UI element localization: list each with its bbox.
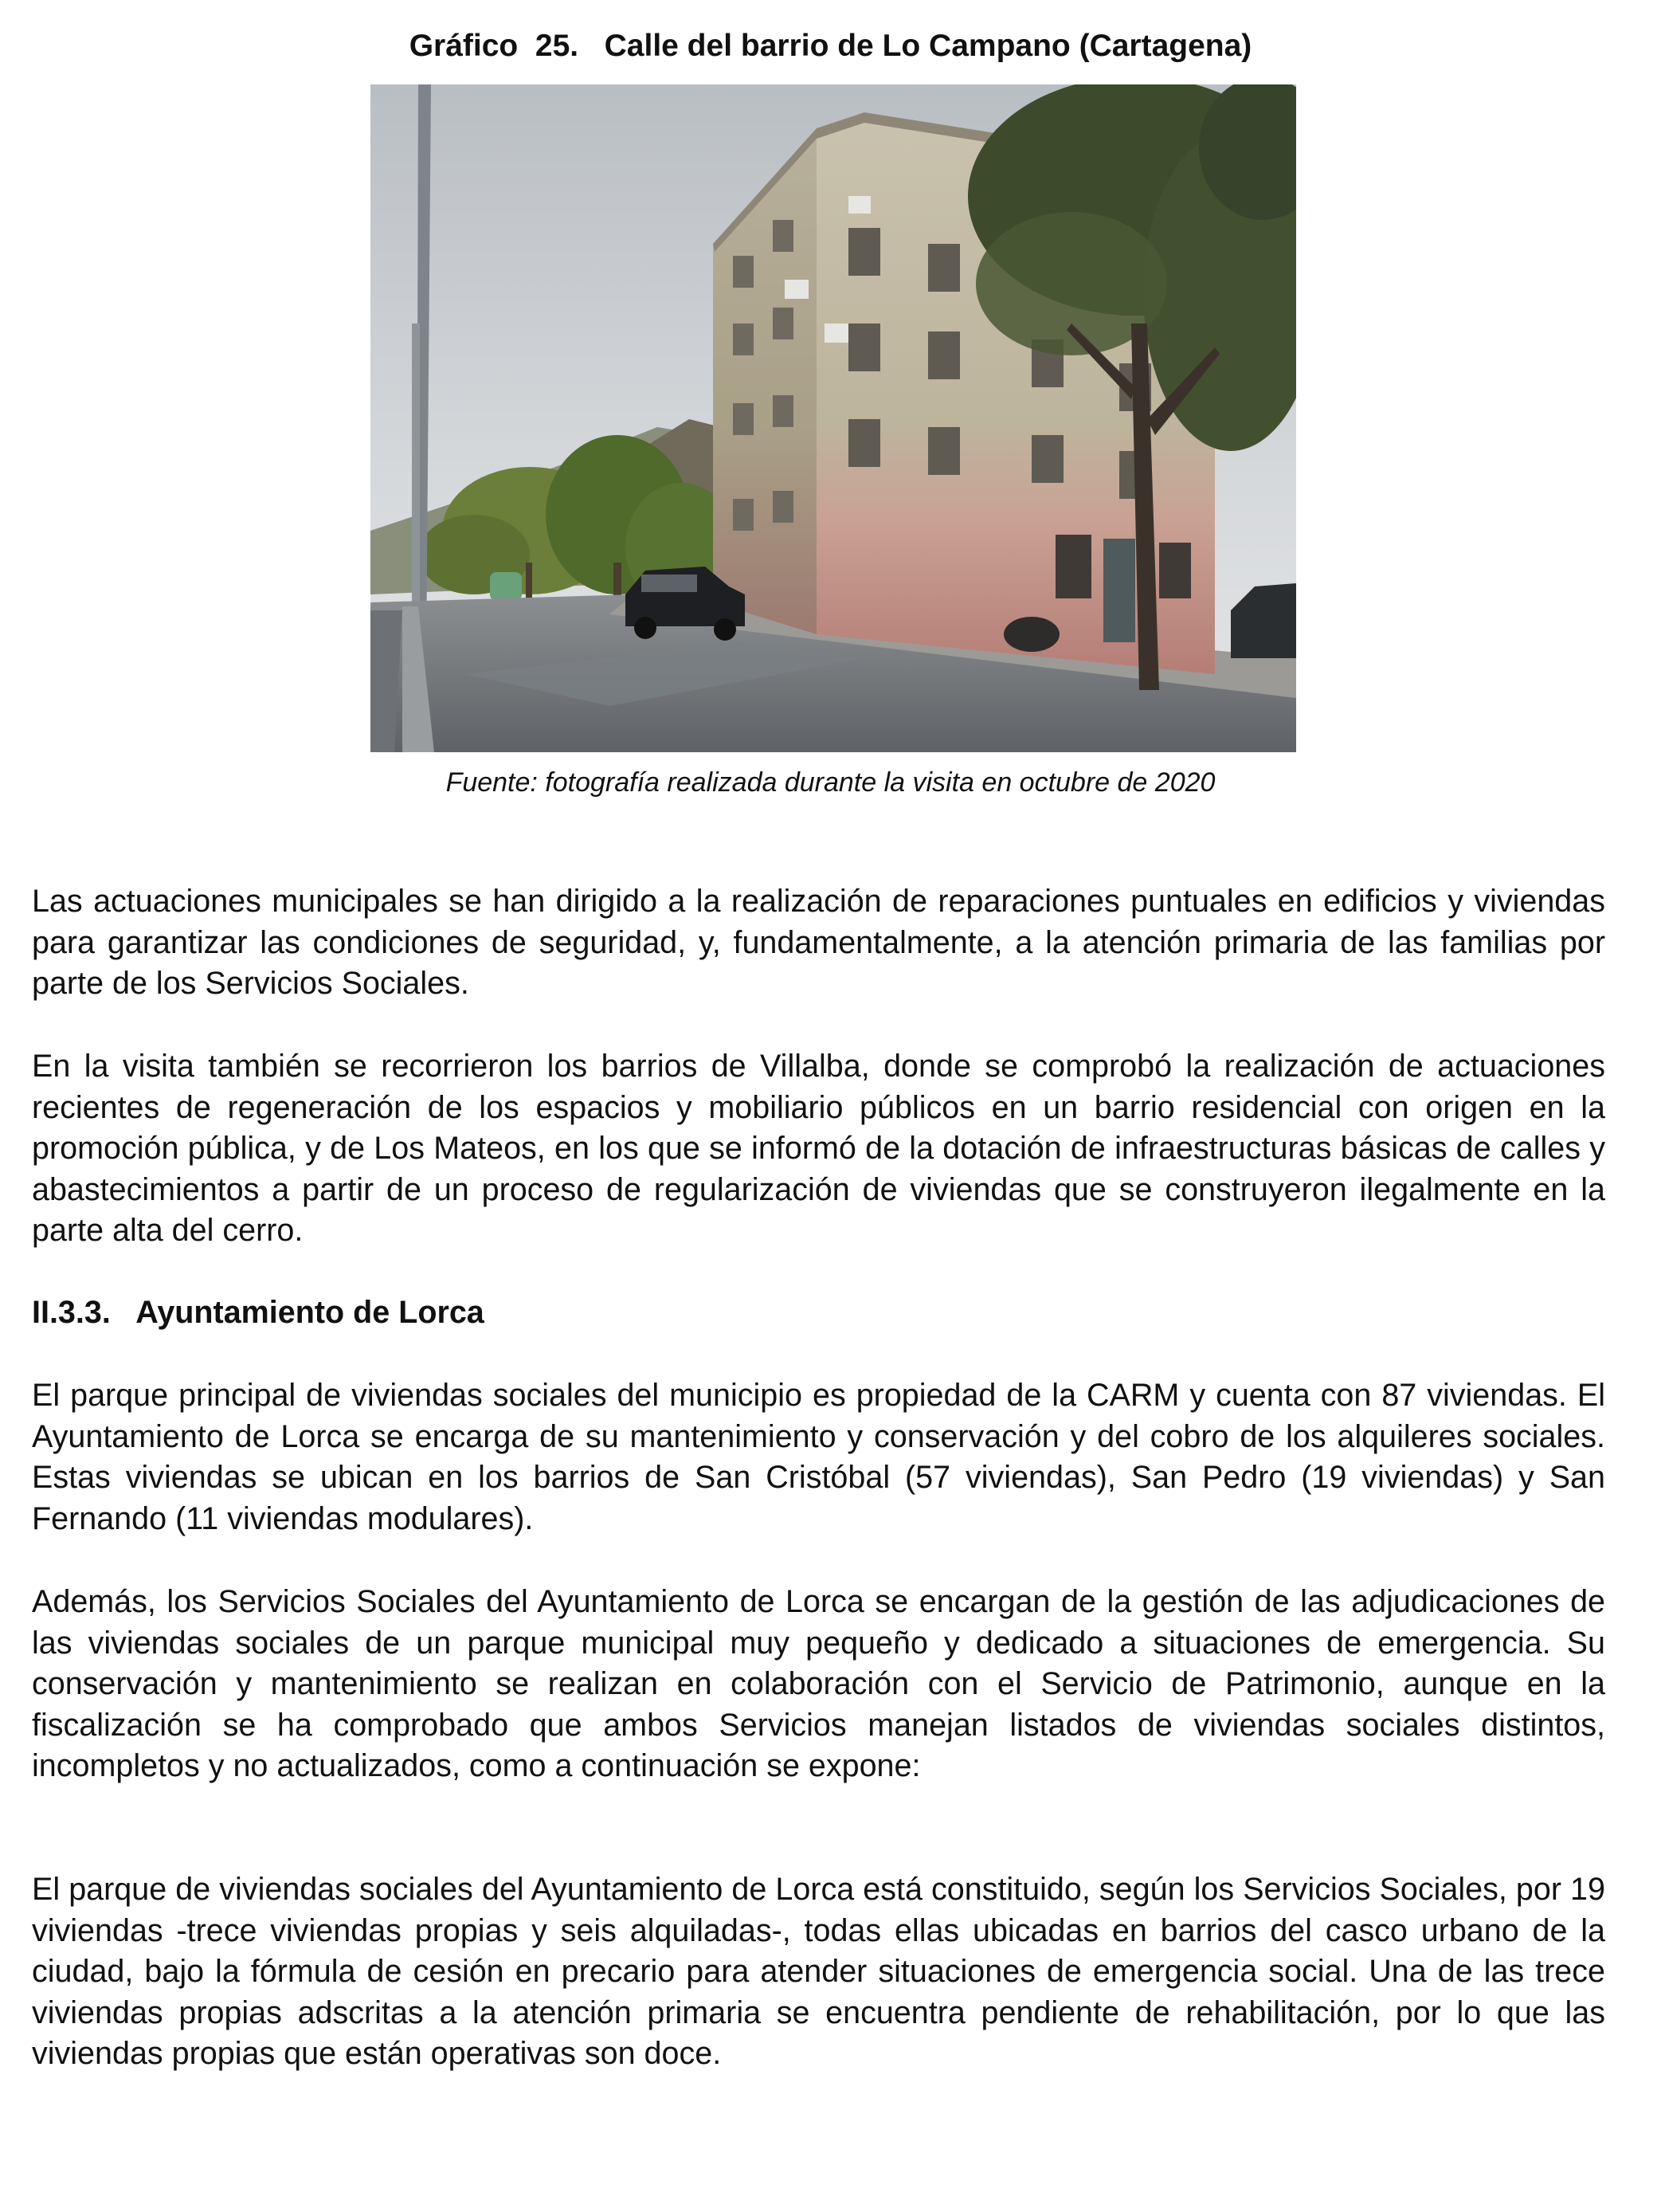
body-paragraph: En la visita también se recorrieron los barrios de Villalba, donde se comprobó la realización de actuaciones recientes de regeneración de los espacios y mobiliario públicos en un barrio residencial con origen en la promoción pública, y de Los Mateos, en los que se informó de la dotación de infraestructuras básicas de calles y abastecimientos a partir de un proceso de regularización de viviendas que se construyeron ilegalmente en la parte alta del cerro. xyxy=(32,1049,1605,1248)
figure-caption: Fuente: fotografía realizada durante la visita en octubre de 2020 xyxy=(445,767,1216,798)
street-photo xyxy=(370,84,1296,752)
body-paragraph: El parque de viviendas sociales del Ayuntamiento de Lorca está constituido, según los Servicios Sociales, por 19 viviendas -trece viviendas propias y seis alquiladas-, todas ellas ubicadas en barrios del casco urbano de la ciudad, bajo la fórmula de cesión en precario para atender situaciones de emergencia social. Una de las trece viviendas propias adscritas a la atención primaria se encuentra pendiente de rehabilitación, por lo que las viviendas propias que están operativas son doce. xyxy=(32,1872,1605,2071)
body-paragraph: El parque principal de viviendas sociales del municipio es propiedad de la CARM y cuenta con 87 viviendas. El Ayuntamiento de Lorca se encarga de su mantenimiento y conservación y del cobro de los alquileres sociales. Estas viviendas se ubican en los barrios de San Cristóbal (57 viviendas), San Pedro (19 viviendas) y San Fernando (11 viviendas modulares). xyxy=(32,1378,1605,1536)
body-paragraph: Las actuaciones municipales se han dirigido a la realización de reparaciones puntuales en edificios y viviendas para garantizar las condiciones de seguridad, y, fundamentalmente, a la atención primaria de las familias por parte de los Servicios Sociales. xyxy=(32,884,1605,1001)
body-paragraph: Además, los Servicios Sociales del Ayuntamiento de Lorca se encargan de la gestión de las adjudicaciones de las viviendas sociales de un parque municipal muy pequeño y dedicado a situaciones de emergencia. Su conservación y mantenimiento se realizan en colaboración con el Servicio de Patrimonio, aunque en la fiscalización se ha comprobado que ambos Servicios manejan listados de viviendas sociales distintos, incompletos y no actualizados, como a continuación se expone: xyxy=(32,1584,1605,1783)
section-heading: II.3.3. Ayuntamiento de Lorca xyxy=(32,1295,484,1330)
figure-title: Gráfico 25. Calle del barrio de Lo Campano (Cartagena) xyxy=(409,29,1252,63)
